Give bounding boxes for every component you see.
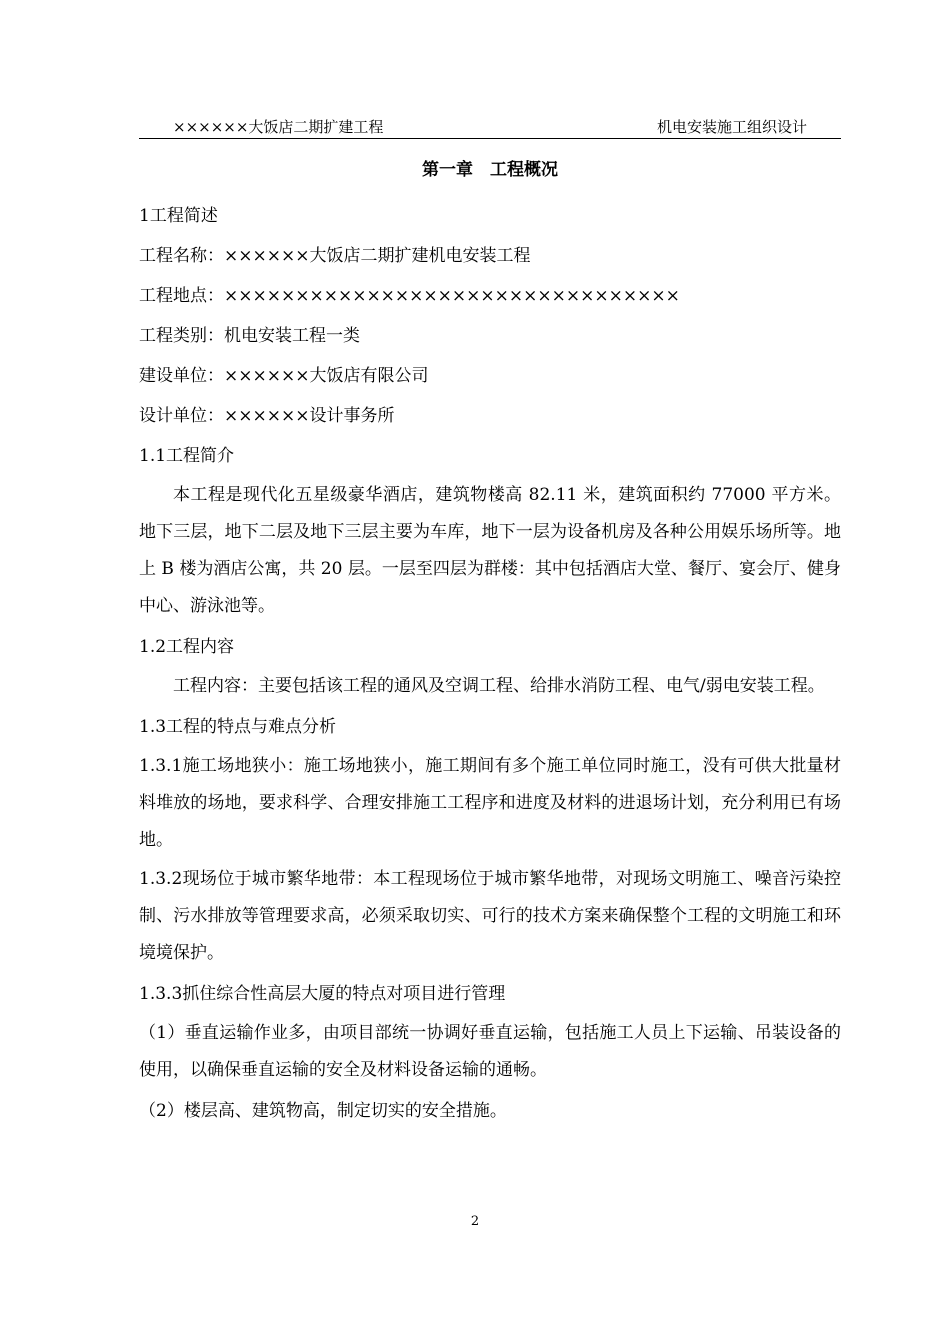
project-category-line: 工程类别：机电安装工程一类: [139, 326, 360, 346]
header-document-title: 机电安装施工组织设计: [656, 118, 807, 136]
section-heading-1: 1工程简述: [139, 206, 218, 226]
section-1-2-paragraph: 工程内容：主要包括该工程的通风及空调工程、给排水消防工程、电气/弱电安装工程。: [173, 676, 825, 696]
section-1-3-3-line: 1.3.3抓住综合性高层大厦的特点对项目进行管理: [139, 984, 506, 1004]
section-heading-1-1: 1.1工程简介: [139, 446, 235, 466]
construction-unit-line: 建设单位：××××××大饭店有限公司: [139, 366, 429, 386]
document-body: [139, 196, 841, 1131]
list-item-2: （2）楼层高、建筑物高，制定切实的安全措施。: [139, 1101, 507, 1121]
section-heading-1-3: 1.3工程的特点与难点分析: [139, 717, 337, 737]
chapter-title: 第一章 工程概况: [422, 160, 558, 180]
section-1-1-paragraph: 本工程是现代化五星级豪华酒店，建筑物楼高 82.11 米，建筑面积约 77000 平方米。地下三层，地下二层及地下三层主要为车库，地下一层为设备机房及各种公用娱乐场所等。地上 B 楼为酒店公寓，共 20 层。一层至四层为群楼：其中包括酒店大堂、餐厅、宴会厅、健身中心、游泳池等。: [139, 485, 841, 616]
section-1-3-2-paragraph: 1.3.2现场位于城市繁华地带：本工程现场位于城市繁华地带，对现场文明施工、噪音污染控制、污水排放等管理要求高，必须采取切实、可行的技术方案来确保整个工程的文明施工和环境境保护。: [139, 869, 841, 963]
project-location-line: 工程地点：××××××××××××××××××××××××××××××××: [139, 286, 680, 306]
page-number: 2: [470, 1214, 480, 1229]
project-name-line: 工程名称：××××××大饭店二期扩建机电安装工程: [139, 246, 531, 266]
section-heading-1-2: 1.2工程内容: [139, 637, 235, 657]
page-header: [139, 116, 841, 139]
list-item-1: （1）垂直运输作业多，由项目部统一协调好垂直运输，包括施工人员上下运输、吊装设备的使用，以确保垂直运输的安全及材料设备运输的通畅。: [139, 1023, 841, 1080]
design-unit-line: 设计单位：××××××设计事务所: [139, 406, 395, 426]
section-1-3-1-paragraph: 1.3.1施工场地狭小：施工场地狭小，施工期间有多个施工单位同时施工，没有可供大批量材料堆放的场地，要求科学、合理安排施工工程序和进度及材料的进退场计划，充分利用已有场地。: [139, 756, 841, 850]
header-project-title: ××××××大饭店二期扩建工程: [173, 118, 384, 136]
